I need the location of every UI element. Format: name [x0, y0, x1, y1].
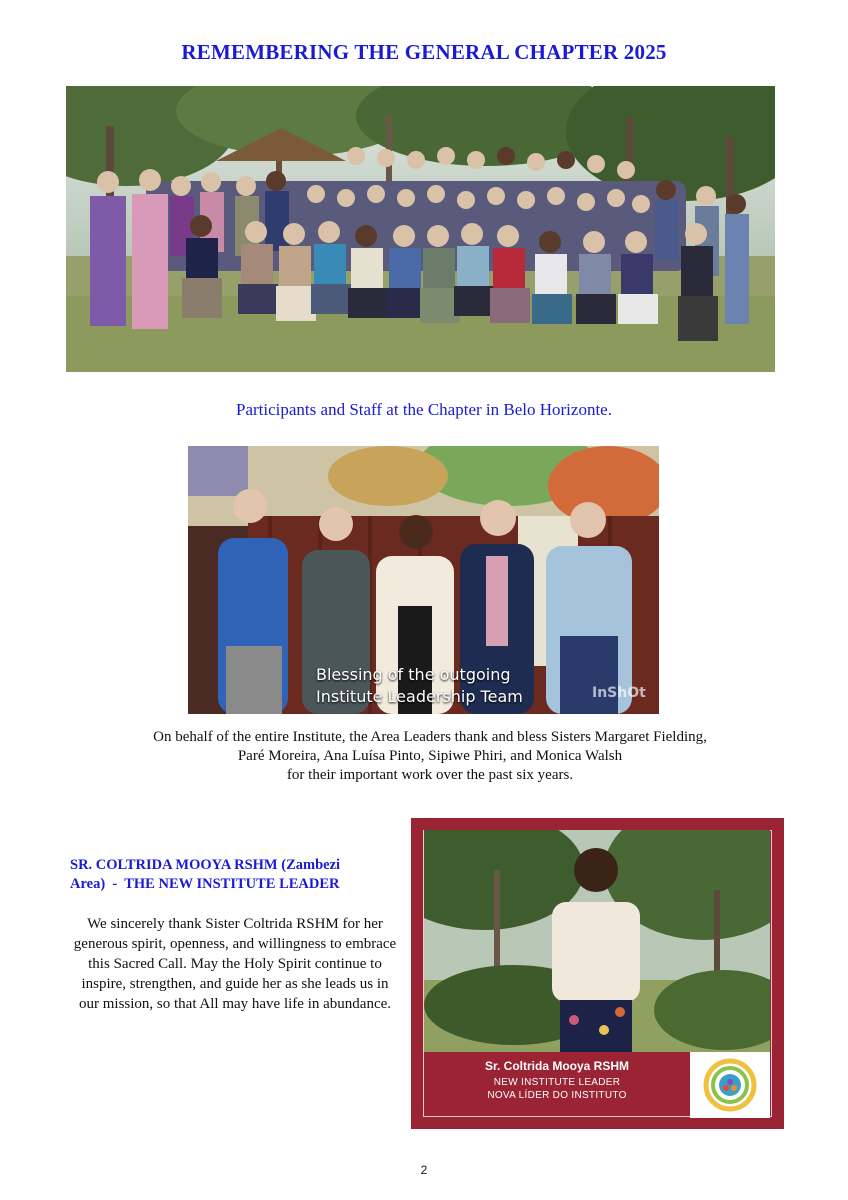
video-still	[188, 446, 659, 714]
page-title: REMEMBERING THE GENERAL CHAPTER 2025	[181, 40, 667, 64]
chapter-logo	[690, 1052, 770, 1118]
video-overlay-line2: Institute Leadership Team	[316, 687, 523, 706]
video-overlay-line1: Blessing of the outgoing	[316, 665, 511, 684]
leader-card-role-en: NEW INSTITUTE LEADER	[493, 1077, 621, 1088]
group-photo-caption: Participants and Staff at the Chapter in Belo Horizonte.	[236, 400, 612, 419]
leader-portrait	[424, 830, 770, 1052]
page-number: 2	[420, 1163, 428, 1177]
blessing-line-2: Paré Moreira, Ana Luísa Pinto, Sipiwe Phiri, and Monica Walsh	[237, 748, 623, 764]
inshot-watermark: InShOt	[592, 685, 646, 701]
blessing-line-1: On behalf of the entire Institute, the Area Leaders thank and bless Sisters Margaret Fielding,	[153, 729, 707, 745]
new-leader-heading-line1: SR. COLTRIDA MOOYA RSHM (Zambezi	[70, 857, 341, 873]
new-leader-heading-line2: Area) - THE NEW INSTITUTE LEADER	[70, 876, 340, 892]
leader-name-panel	[424, 1052, 690, 1118]
group-photo	[66, 86, 775, 372]
leader-card-role-pt: NOVA LÍDER DO INSTITUTO	[487, 1090, 627, 1101]
blessing-line-3: for their important work over the past six years.	[286, 767, 574, 783]
blessing-paragraph	[80, 728, 780, 785]
leader-card-name: Sr. Coltrida Mooya RSHM	[484, 1059, 630, 1073]
chapter-logo-icon	[690, 1052, 770, 1118]
new-leader-heading	[70, 856, 410, 894]
video-overlay-text	[316, 664, 523, 708]
new-leader-body: We sincerely thank Sister Coltrida RSHM for her generous spirit, openness, and willingness to embrace this Sacred Call. May the Holy Spirit continue to inspire, strengthen, and guide her as she leads us in our mission, so that All may have life in abundance.	[73, 916, 397, 1012]
